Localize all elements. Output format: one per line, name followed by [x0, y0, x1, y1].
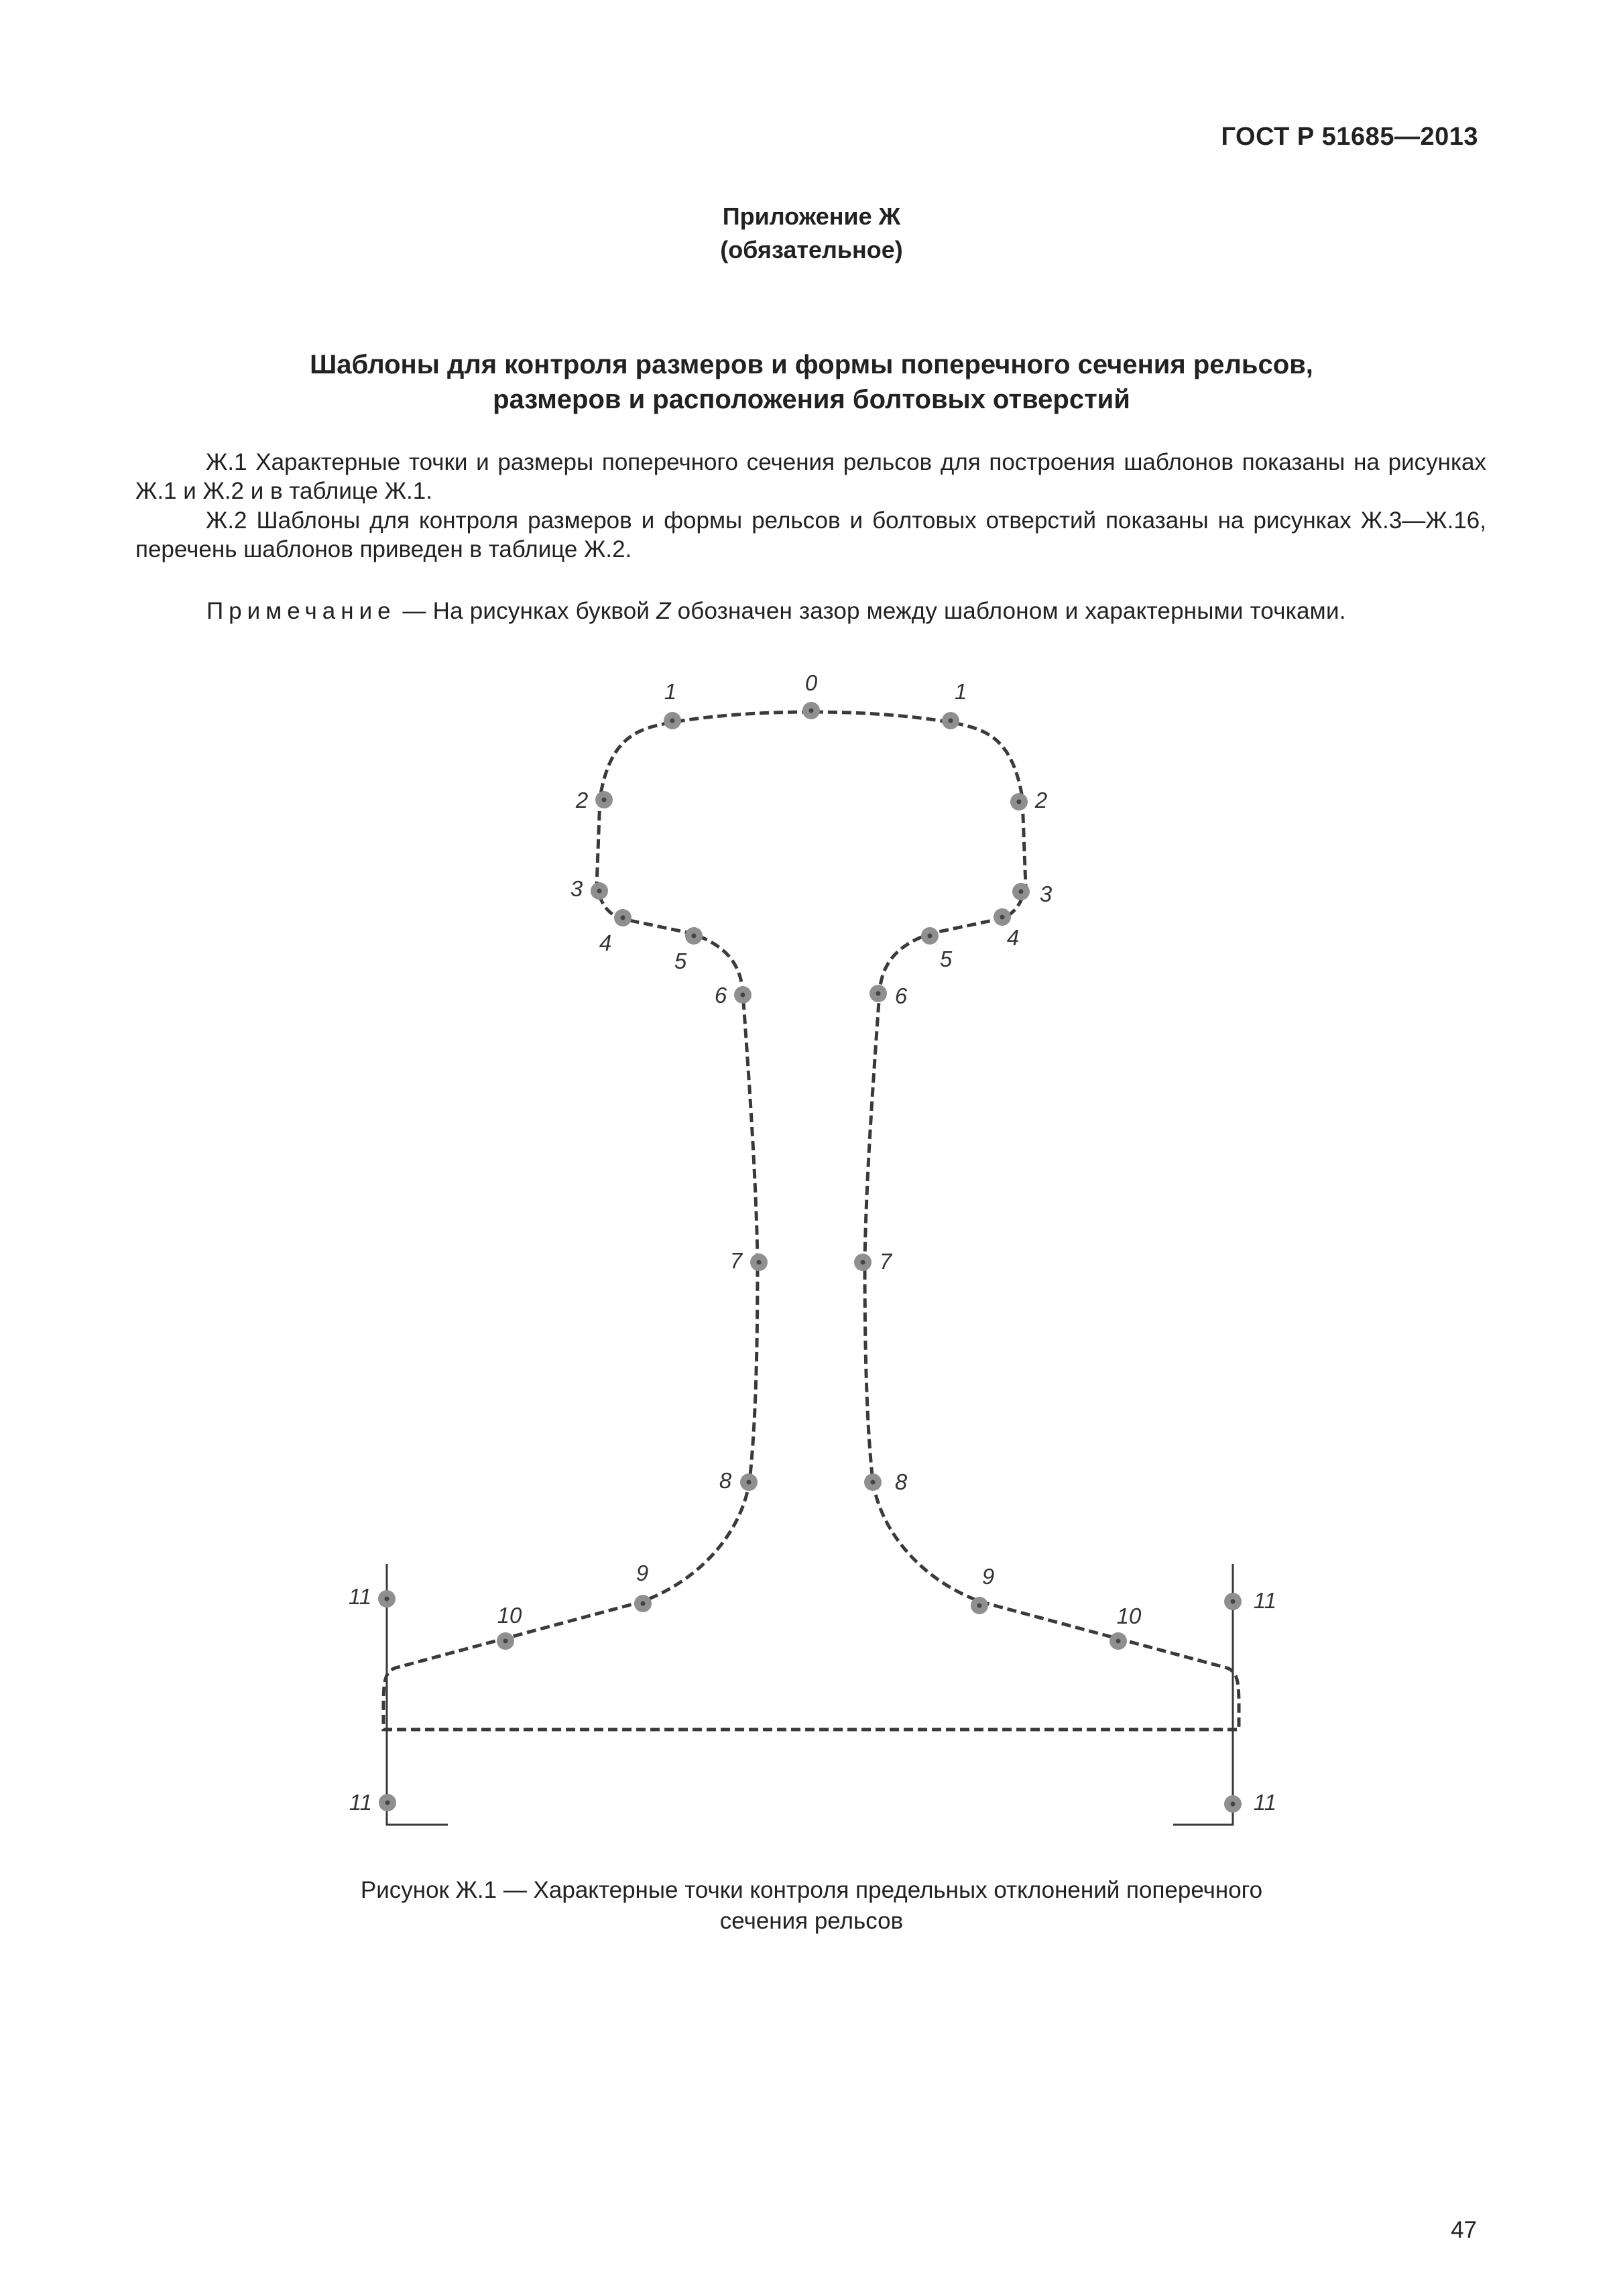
point-0-center-dot-center	[809, 709, 814, 713]
point-1-right-dot-center	[949, 719, 953, 723]
point-11-left-top-label: 11	[348, 1584, 372, 1609]
paragraph-zh1-text: Ж.1 Характерные точки и размеры поперечного сечения рельсов для построения шаблонов показаны на рисунках Ж.1 и Ж.2 и в таблице Ж.1.	[135, 449, 1486, 504]
page-number: 47	[1451, 2217, 1477, 2243]
point-5-right-marker	[921, 927, 939, 945]
point-8-left-marker	[740, 1473, 758, 1491]
point-4-left-dot-center	[621, 916, 625, 920]
figure-caption-line-1: Рисунок Ж.1 — Характерные точки контроля предельных отклонений поперечного	[360, 1877, 1263, 1903]
point-2-left-marker	[595, 791, 613, 808]
point-10-left-dot-center	[503, 1639, 508, 1644]
point-0-center-marker	[802, 702, 820, 719]
point-10-right-marker	[1109, 1632, 1127, 1650]
characteristic-points	[378, 702, 1242, 1813]
point-6-left-marker	[734, 986, 752, 1004]
point-2-right-marker	[1010, 793, 1028, 810]
appendix-title: Приложение Ж	[722, 202, 901, 230]
point-11-right-bottom-label: 11	[1253, 1790, 1277, 1815]
section-title	[0, 347, 1623, 417]
paragraph-zh2-text: Ж.2 Шаблоны для контроля размеров и формы рельсов и болтовых отверстий показаны на рисунках Ж.3—Ж.16, перечень шаблонов приведен в таблице Ж.2.	[135, 507, 1486, 562]
point-2-left-dot-center	[602, 798, 607, 802]
point-9-right-marker	[971, 1597, 988, 1614]
note-label: Примечание	[206, 598, 396, 624]
figure-caption	[0, 1875, 1623, 1937]
right-reference-line	[1173, 1564, 1233, 1825]
point-9-left-marker	[634, 1595, 652, 1612]
point-11-left-top-marker	[378, 1590, 396, 1608]
paragraph-zh2	[135, 506, 1486, 564]
note-text-before: — На рисунках буквой	[396, 598, 657, 624]
point-1-right-marker	[942, 712, 959, 729]
point-8-right-label: 8	[894, 1469, 908, 1494]
section-title-line-1: Шаблоны для контроля размеров и формы поперечного сечения рельсов,	[310, 350, 1313, 379]
point-3-left-label: 3	[570, 876, 583, 901]
document-code: ГОСТ Р 51685—2013	[1221, 123, 1478, 151]
point-1-right-label: 1	[954, 679, 967, 704]
note-symbol: Z	[656, 598, 671, 624]
point-8-left-label: 8	[719, 1468, 732, 1493]
point-11-right-bottom-marker	[1224, 1795, 1242, 1813]
point-10-right-dot-center	[1116, 1639, 1121, 1644]
point-10-left-label: 10	[497, 1603, 522, 1628]
appendix-kind: (обязательное)	[720, 236, 903, 263]
point-6-left-dot-center	[741, 993, 745, 998]
point-5-right-dot-center	[928, 934, 933, 939]
point-3-right-dot-center	[1019, 890, 1024, 894]
point-2-left-label: 2	[575, 788, 589, 812]
point-11-left-bottom-label: 11	[349, 1790, 373, 1815]
point-11-left-top-dot-center	[385, 1597, 389, 1602]
point-4-left-marker	[614, 909, 632, 926]
point-5-right-label: 5	[939, 947, 953, 971]
point-1-left-label: 1	[664, 679, 677, 704]
point-8-right-marker	[864, 1473, 882, 1491]
point-9-right-dot-center	[977, 1604, 982, 1608]
point-5-left-dot-center	[692, 934, 697, 939]
point-7-right-label: 7	[879, 1249, 892, 1274]
point-5-left-label: 5	[674, 949, 687, 973]
point-7-left-marker	[750, 1254, 768, 1271]
point-4-right-marker	[994, 908, 1011, 926]
point-7-right-dot-center	[861, 1260, 865, 1265]
point-2-right-label: 2	[1034, 788, 1048, 812]
note-text-after: обозначен зазор между шаблоном и характерными точками.	[670, 598, 1346, 624]
point-11-right-top-dot-center	[1231, 1599, 1236, 1604]
point-3-left-marker	[591, 882, 608, 900]
point-1-left-marker	[664, 712, 681, 729]
point-3-right-marker	[1012, 883, 1030, 900]
section-title-line-2: размеров и расположения болтовых отверстий	[493, 385, 1130, 414]
point-4-right-label: 4	[1006, 925, 1020, 950]
point-9-right-label: 9	[981, 1564, 995, 1589]
point-7-left-label: 7	[729, 1248, 743, 1273]
left-reference-line	[387, 1564, 448, 1825]
point-7-left-dot-center	[757, 1260, 762, 1265]
point-6-right-marker	[869, 985, 887, 1002]
point-6-right-label: 6	[894, 983, 908, 1008]
point-3-left-dot-center	[597, 889, 602, 894]
rail-cross-section-figure	[0, 657, 1623, 1877]
point-7-right-marker	[854, 1254, 871, 1271]
rail-profile-outline	[383, 712, 1239, 1730]
point-2-right-dot-center	[1017, 800, 1022, 804]
figure-caption-line-2: сечения рельсов	[719, 1908, 904, 1934]
point-4-right-dot-center	[1000, 915, 1005, 920]
appendix-heading	[0, 200, 1623, 267]
point-11-left-bottom-dot-center	[385, 1801, 390, 1805]
rail-profile-path	[383, 712, 1239, 1730]
point-4-left-label: 4	[599, 930, 612, 955]
point-11-right-bottom-dot-center	[1231, 1802, 1236, 1807]
point-11-right-top-label: 11	[1253, 1588, 1277, 1613]
point-11-right-top-marker	[1224, 1593, 1242, 1610]
paragraph-zh1	[135, 448, 1486, 505]
point-10-right-label: 10	[1116, 1604, 1142, 1628]
point-0-center-label: 0	[804, 670, 818, 695]
point-8-right-dot-center	[871, 1480, 876, 1485]
point-5-left-marker	[685, 927, 703, 945]
point-6-right-dot-center	[876, 991, 881, 996]
point-1-left-dot-center	[670, 719, 675, 723]
point-6-left-label: 6	[714, 983, 727, 1008]
note	[206, 598, 1346, 625]
point-10-left-marker	[497, 1632, 514, 1650]
point-9-left-label: 9	[636, 1561, 649, 1585]
point-9-left-dot-center	[641, 1602, 646, 1606]
point-3-right-label: 3	[1039, 882, 1053, 906]
point-11-left-bottom-marker	[379, 1794, 396, 1811]
point-8-left-dot-center	[747, 1480, 752, 1485]
